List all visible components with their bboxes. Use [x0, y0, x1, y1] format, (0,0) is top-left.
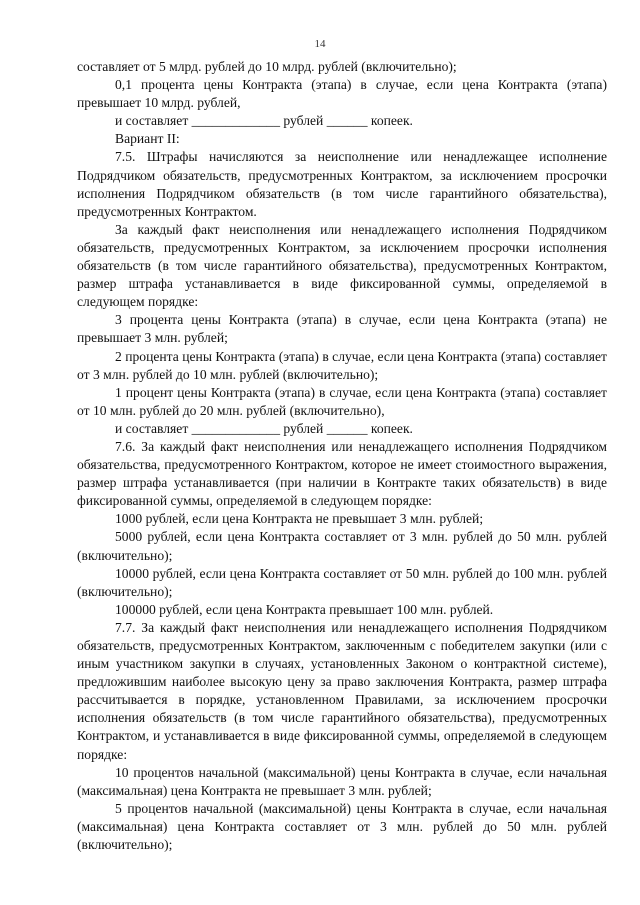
paragraph: и составляет _____________ рублей ______ копеек.	[115, 113, 413, 129]
page-number: 14	[314, 38, 326, 50]
paragraph: 10000 рублей, если цена Контракта составляет от 50 млн. рублей до 100 млн. рублей (включительно);	[77, 565, 607, 599]
paragraph: 7.6. За каждый факт неисполнения или ненадлежащего исполнения Подрядчиком обязательства, предусмотренного Контрактом, которое не имеет стоимостного выражения, размер штрафа устанавливается (при наличии в Контракте таких обязательств) в виде фиксированной суммы, определяемой в следующем порядке:	[77, 438, 607, 509]
paragraph: 5 процентов начальной (максимальной) цены Контракта в случае, если начальная (максимальная) цена Контракта составляет от 3 млн. рублей до 50 млн. рублей (включительно);	[77, 800, 607, 853]
paragraph: 7.7. За каждый факт неисполнения или ненадлежащего исполнения Подрядчиком обязательств, предусмотренных Контрактом, заключенным с победителем закупки (или с иным участником закупки в случаях, установленных Законом о контрактной системе), предложившим наиболее высокую цену за право заключения Контракта, размер штрафа рассчитывается в порядке, установленном Правилами, за исключением просрочки исполнения обязательств (в том числе гарантийного обязательства), предусмотренных Контрактом, и устанавливается в виде фиксированной суммы, определяемой в следующем порядке:	[77, 619, 607, 762]
paragraph: Вариант II:	[115, 131, 180, 147]
paragraph: 7.5. Штрафы начисляются за неисполнение или ненадлежащее исполнение Подрядчиком обязательств, предусмотренных Контрактом, за исключением просрочки исполнения Подрядчиком обязательств (в том числе гарантийного обязательства), предусмотренных Контрактом.	[77, 149, 607, 219]
paragraph: 10 процентов начальной (максимальной) цены Контракта в случае, если начальная (максимальная) цена Контракта не превышает 3 млн. рублей;	[77, 764, 607, 798]
paragraph: 0,1 процента цены Контракта (этапа) в случае, если цена Контракта (этапа) превышает 10 млрд. рублей,	[77, 77, 607, 111]
paragraph: 3 процента цены Контракта (этапа) в случае, если цена Контракта (этапа) не превышает 3 млн. рублей;	[77, 312, 607, 346]
paragraph: 1 процент цены Контракта (этапа) в случае, если цена Контракта (этапа) составляет от 10 млн. рублей до 20 млн. рублей (включительно),	[77, 384, 607, 418]
paragraph: 5000 рублей, если цена Контракта составляет от 3 млн. рублей до 50 млн. рублей (включительно);	[77, 529, 607, 563]
paragraph: 100000 рублей, если цена Контракта превышает 100 млн. рублей.	[115, 601, 494, 617]
paragraph: и составляет _____________ рублей ______ копеек.	[115, 420, 413, 436]
paragraph: За каждый факт неисполнения или ненадлежащего исполнения Подрядчиком обязательств, предусмотренных Контрактом, за исключением просрочки исполнения обязательств (в том числе гарантийного обязательства), предусмотренных Контрактом, размер штрафа устанавливается в виде фиксированной суммы, определяемой в следующем порядке:	[77, 221, 607, 310]
document-body	[77, 58, 607, 854]
paragraph: 1000 рублей, если цена Контракта не превышает 3 млн. рублей;	[115, 511, 484, 527]
paragraph: составляет от 5 млрд. рублей до 10 млрд. рублей (включительно);	[77, 59, 457, 74]
paragraph: 2 процента цены Контракта (этапа) в случае, если цена Контракта (этапа) составляет от 3 млн. рублей до 10 млн. рублей (включительно);	[77, 348, 607, 382]
